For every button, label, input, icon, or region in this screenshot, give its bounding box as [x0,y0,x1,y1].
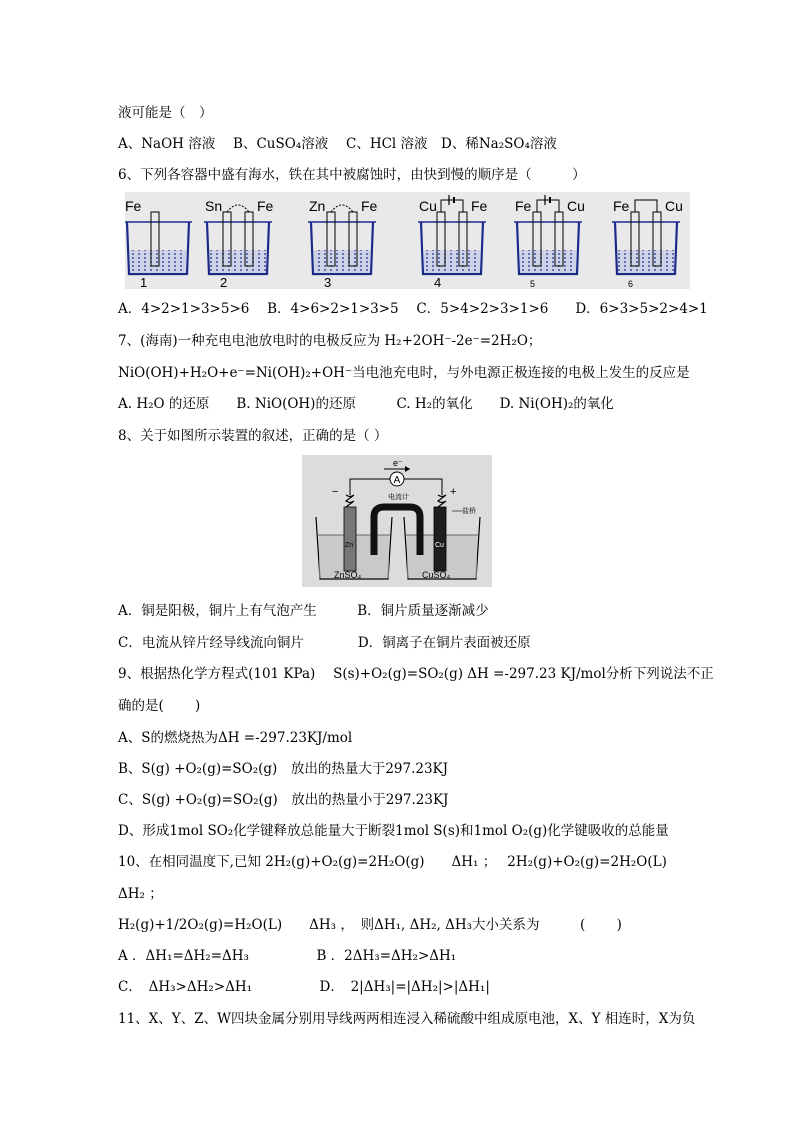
options-q5: A、NaOH 溶液 B、CuSO₄溶液 C、HCl 溶液 D、稀Na₂SO₄溶液 [118,136,557,152]
electrode-right-label: Cu [665,198,683,214]
beaker-cell-1 [125,198,192,289]
cell-number: 5 [530,279,536,289]
question-6: 6、下列各容器中盛有海水，铁在其中被腐蚀时，由快到慢的顺序是（ ） [118,167,586,183]
wire [635,200,657,212]
question-11: 11、X、Y、Z、W四块金属分别用导线两两相连浸入稀硫酸中组成原电池，X、Y 相连时，X为负 [118,1011,696,1027]
electron-label: e⁻ [393,458,403,468]
wire [331,205,353,212]
question-9: 9、根据热化学方程式(101 KPa) S(s)+O₂(g)=SO₂(g) ΔH =-297.23 KJ/mol分析下列说法不正 [118,666,714,682]
question-7: 7、(海南)一种充电电池放电时的电极反应为 H₂+2OH⁻-2e⁻=2H₂O； [118,333,542,349]
options-q10-ab: A ．ΔH₁=ΔH₂=ΔH₃ B ．2ΔH₃=ΔH₂>ΔH₁ [118,948,457,964]
electrode-right-label: Fe [361,198,378,214]
electrode-left-label: Cu [419,198,437,214]
left-solution-label: ZnSO₄ [334,570,362,580]
figure-q6-corrosion-cells [125,192,690,289]
question-10: 10、在相同温度下,已知 2H₂(g)+O₂(g)=2H₂O(g) ΔH₁ ； 2H₂(g)+O₂(g)=2H₂O(L) [118,854,667,870]
electrode-left-label: Fe [125,198,142,214]
option-9b: B、S(g) +O₂(g)=SO₂(g) 放出的热量大于297.23KJ [118,761,449,777]
beaker-cell-4 [418,195,488,289]
text-line: 液可能是（ ） [118,105,213,121]
corrosion-cells-diagram [125,192,690,289]
option-9a: A、S的燃烧热为ΔH =-297.23KJ/mol [118,730,353,746]
beaker-cell-6 [612,198,683,289]
question-9-cont: 确的是( ) [118,698,201,714]
galvanic-cell-diagram [302,455,492,587]
ammeter-label: A [393,475,401,486]
beaker-cell-5 [514,195,585,289]
option-9d: D、形成1mol SO₂化学键释放总能量大于断裂1mol S(s)和1mol O₂(g)化学键吸收的总能量 [118,823,669,839]
question-8: 8、关于如图所示装置的叙述，正确的是（ ） [118,428,388,444]
beaker-cell-2 [204,198,274,289]
electrode-right-label: Cu [567,198,585,214]
electrode-right-label: Fe [257,198,274,214]
electrode-left-label: Fe [515,198,532,214]
salt-bridge-label: 盐桥 [462,508,476,515]
beaker-cell-3 [308,198,378,289]
question-10-cont: ΔH₂ ； [118,886,163,902]
cell-number: 4 [434,275,442,289]
options-q10-cd: C． ΔH₃>ΔH₂>ΔH₁ D． 2|ΔH₃|=|ΔH₂|>|ΔH₁| [118,979,490,995]
plus-sign: + [450,486,457,498]
electrode-left-label: Sn [205,198,223,214]
right-solution-label: CuSO₄ [422,570,451,580]
options-q8-cd: C．电流从锌片经导线流向铜片 D．铜离子在铜片表面被还原 [118,635,531,651]
minus-sign: − [332,486,339,498]
options-q6: A．4>2>1>3>5>6 B．4>6>2>1>3>5 C．5>4>2>3>1>6 D．6>3>5>2>4>1 [118,301,708,317]
wire [441,200,463,212]
cell-number: 6 [628,279,634,289]
wire [537,200,559,212]
zn-label: Zn [345,542,354,549]
options-q7: A. H₂O 的还原 B. NiO(OH)的还原 C. H₂的氧化 D. Ni(OH)₂的氧化 [118,396,614,412]
electrode-left-label: Zn [309,198,326,214]
question-7-cont: NiO(OH)+H₂O+e⁻=Ni(OH)₂+OH⁻当电池充电时，与外电源正极连接的电极上发生的反应是 [118,365,690,381]
electrode-right-label: Fe [471,198,488,214]
cell-number: 3 [324,275,332,289]
option-9c: C、S(g) +O₂(g)=SO₂(g) 放出的热量小于297.23KJ [118,792,449,808]
meter-label: 电流计 [388,494,409,501]
options-q8-ab: A．铜是阳极，铜片上有气泡产生 B．铜片质量逐渐减少 [118,603,489,619]
question-10-eq3: H₂(g)+1/2O₂(g)=H₂O(L) ΔH₃ ， 则ΔH₁, ΔH₂, ΔH₃大小关系为 ( ) [118,917,622,933]
electrode-left-label: Fe [613,198,630,214]
cu-label: Cu [435,542,444,549]
wire [227,205,249,212]
cell-number: 1 [140,275,148,289]
cell-number: 2 [220,275,228,289]
figure-q8-galvanic-cell [302,455,492,587]
